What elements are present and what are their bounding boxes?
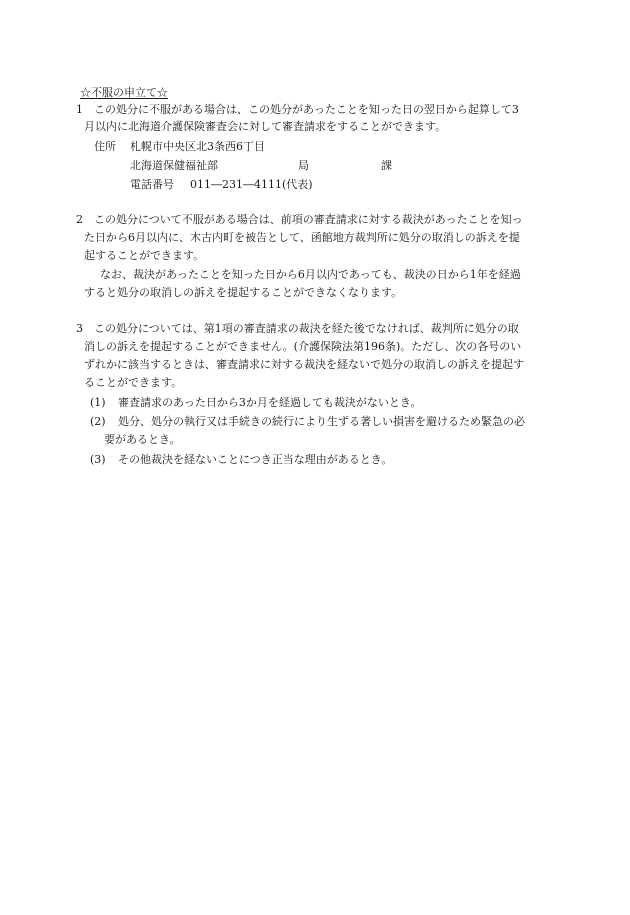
list-item-number: (1) [90, 396, 106, 409]
paragraph-line: 起することができます。 [84, 249, 205, 262]
department-name: 北海道保健福祉部 [130, 159, 218, 172]
list-item-number: (2) [90, 415, 106, 428]
paragraph-line: なお、裁決があったことを知った日から6月以内であっても、裁決の日から1年を経過 [100, 268, 521, 281]
paragraph-line: 月以内に北海道介護保険審査会に対して審査請求をすることができます。 [84, 120, 447, 133]
section-label: 課 [381, 159, 392, 172]
list-item-text-continued: 要があるとき。 [104, 433, 181, 446]
address-label: 住所 [94, 140, 116, 153]
list-item-text: 審査請求のあった日から3か月を経過しても裁決がないとき。 [118, 396, 422, 409]
paragraph-line: この処分に不服がある場合は、この処分があったことを知った日の翌日から起算して3 [94, 103, 519, 116]
list-item-text: その他裁決を経ないことにつき正当な理由があるとき。 [118, 453, 393, 466]
paragraph-line: 消しの訴えを提起することができません。(介護保険法第196条)。ただし、次の各号のい [84, 340, 522, 353]
address-value: 札幌市中央区北3条西6丁目 [130, 140, 265, 153]
list-item-text: 処分、処分の執行又は手続きの続行により生ずる著しい損害を避けるため緊急の必 [118, 415, 525, 428]
paragraph-line: すると処分の取消しの訴えを提起することができなくなります。 [84, 286, 403, 299]
bureau-label: 局 [298, 159, 309, 172]
phone-label: 電話番号 [130, 178, 174, 191]
paragraph-line: た日から6月以内に、木古内町を被告として、函館地方裁判所に処分の取消しの訴えを提 [84, 231, 520, 244]
phone-number: 011―231―4111(代表) [190, 178, 313, 191]
list-item-number: (3) [90, 453, 106, 466]
section-number: 3 [76, 322, 83, 335]
paragraph-line: この処分については、第1項の審査請求の裁決を経た後でなければ、裁判所に処分の取 [94, 322, 519, 335]
paragraph-line: この処分について不服がある場合は、前項の審査請求に対する裁決があったことを知っ [94, 213, 523, 226]
document-title: ☆不服の申立て☆ [80, 86, 168, 99]
section-number: 1 [76, 103, 83, 116]
paragraph-line: ることができます。 [84, 376, 183, 389]
paragraph-line: ずれかに該当するときは、審査請求に対する裁決を経ないで処分の取消しの訴えを提起す [84, 358, 524, 371]
section-number: 2 [76, 213, 83, 226]
